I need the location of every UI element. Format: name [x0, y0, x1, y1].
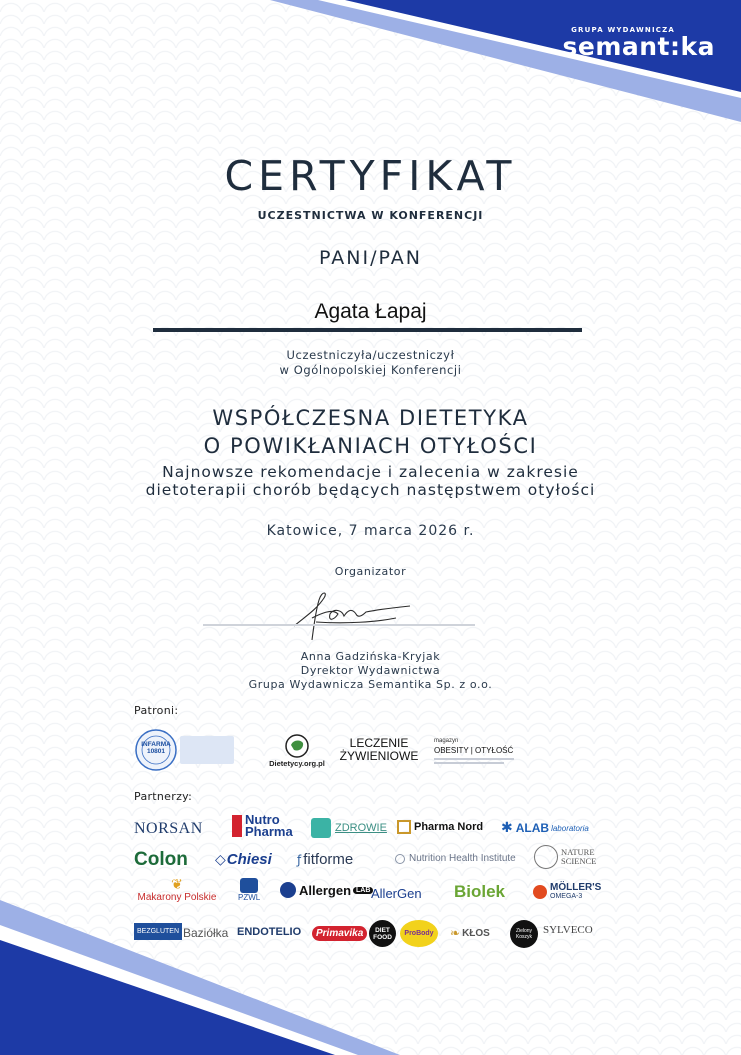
endotelio-text: ENDOTELIO	[237, 926, 302, 938]
patron-infarma-logo	[134, 728, 234, 772]
conference-title	[0, 404, 741, 460]
probody-text: ProBody	[404, 930, 434, 937]
patron-leczenie-logo	[336, 728, 422, 772]
partner-pharmanord-logo	[397, 820, 483, 834]
mollers-text-block	[550, 883, 601, 901]
participation-line-1: Uczestniczyła/uczestniczył	[286, 348, 455, 362]
nhi-circle-icon	[395, 854, 405, 864]
publisher-brand	[563, 26, 716, 61]
nature-science-seal-icon	[534, 845, 558, 869]
mollers-text: MÖLLER'S	[550, 882, 602, 893]
partner-baziolka-logo	[183, 926, 228, 940]
organizer-signature-block	[0, 650, 741, 692]
obesity-rule-2	[434, 762, 504, 764]
alab-text: ALAB	[515, 821, 550, 835]
chiesi-text: Chiesi	[226, 851, 272, 868]
conference-subtitle-line-2: dietoterapii chorób będących następstwem otyłości	[145, 481, 596, 499]
dietetycy-name: Dietetycy.org.pl	[269, 758, 325, 768]
organizer-role: Dyrektor Wydawnictwa	[300, 664, 441, 677]
partner-mollers-logo	[533, 883, 601, 901]
sylveco-text: SYLVECO	[543, 924, 593, 936]
partner-sylveco-logo	[543, 924, 593, 936]
partner-pzwl-logo	[238, 878, 260, 902]
norsan-text: NORSAN	[134, 820, 203, 837]
infarma-code: 10801	[146, 748, 166, 755]
dietetycy-globe-icon	[283, 733, 311, 759]
nhi-text: Nutrition Health Institute	[409, 853, 516, 864]
patron-dietetycy-logo	[269, 728, 325, 772]
bottom-left-blue-corner	[0, 940, 335, 1055]
conference-subtitle	[0, 463, 741, 499]
dietfood-text: DIET FOOD	[373, 926, 392, 941]
pzwl-mark-icon	[240, 878, 258, 893]
biolek-text: Biolek	[454, 882, 506, 901]
certificate-title: CERTYFIKAT	[224, 152, 517, 200]
conference-date: Katowice, 7 marca 2026 r.	[266, 523, 475, 539]
name-underline	[153, 328, 582, 332]
bezgluten-text: BEZGLUTEN	[134, 923, 182, 940]
infarma-banner	[180, 736, 234, 764]
partner-primavika-logo	[312, 926, 367, 941]
partner-endotelio-logo	[237, 926, 301, 938]
participation-line-2: w Ogólnopolskiej Konferencji	[279, 363, 462, 377]
partner-dietfood-logo	[369, 920, 396, 947]
patron-obesity-logo	[434, 728, 524, 772]
leczenie-line-1: LECZENIE	[349, 736, 409, 750]
zdrowie-text: ZDROWIE	[335, 822, 387, 834]
makarony-text: Makarony Polskie	[137, 892, 217, 903]
salutation: PANI/PAN	[319, 247, 422, 269]
conference-title-line-2: O POWIKŁANIACH OTYŁOŚCI	[203, 434, 538, 458]
partner-norsan-logo	[134, 820, 203, 838]
allergenlab-text: Allergen	[299, 882, 352, 898]
partner-alab-logo	[501, 820, 589, 836]
chiesi-mark-icon: ◇	[215, 851, 226, 868]
partners-label: Partnerzy:	[134, 790, 193, 803]
organizer-label: Organizator	[334, 565, 407, 578]
colon-text: Colon	[134, 849, 188, 870]
mollers-sub-text: OMEGA-3	[550, 893, 583, 900]
makarony-wheat-icon: ❦	[171, 877, 183, 893]
partner-chiesi-logo	[215, 851, 272, 868]
nutropharma-cross-icon	[232, 815, 242, 837]
patrons-logos	[134, 728, 534, 772]
partner-allergen-logo	[371, 886, 422, 901]
alab-sub-text: laboratoria	[551, 823, 589, 833]
allergen-text: AllerGen	[371, 886, 422, 901]
partner-nature-science-logo	[534, 845, 597, 869]
pharmanord-text: Pharma Nord	[414, 821, 484, 833]
signature-line	[203, 624, 475, 626]
partner-klos-logo	[450, 926, 490, 940]
nutropharma-text: Nutro Pharma	[245, 812, 293, 839]
baziolka-text: Baziółka	[183, 926, 229, 940]
partner-probody-logo	[400, 920, 438, 947]
fitforme-mark-icon: ƒ	[297, 852, 302, 867]
partner-zielony-logo	[510, 920, 538, 948]
signature-image	[286, 588, 416, 643]
mollers-badge-icon	[533, 885, 547, 899]
organizer-name: Anna Gadzińska-Kryjak	[300, 650, 441, 663]
partner-bezgluten-logo	[134, 923, 182, 940]
partner-colon-logo	[134, 849, 188, 871]
obesity-line-2: OBESITY | OTYŁOŚĆ	[434, 745, 514, 755]
zdrowie-leaf-icon	[311, 818, 331, 838]
patrons-label: Patroni:	[134, 704, 179, 717]
participation-text	[0, 348, 741, 378]
pharmanord-mark-icon	[397, 820, 411, 834]
alab-triangle-icon: ✱	[501, 820, 513, 836]
fitforme-text: fitforme	[303, 851, 354, 868]
infarma-name: INFARMA	[141, 741, 171, 748]
klos-wheat-icon: ❧	[450, 926, 461, 940]
partner-fitforme-logo	[297, 851, 353, 868]
brand-logo-text: semant:ka	[562, 32, 715, 61]
obesity-line-1: magazyn	[434, 737, 459, 744]
partner-makarony-logo	[134, 878, 220, 903]
partner-nutropharma-logo	[232, 814, 303, 838]
primavika-text: Primavika	[312, 926, 367, 941]
certificate-subtitle: UCZESTNICTWA W KONFERENCJI	[257, 209, 484, 222]
partner-nhi-logo	[395, 853, 516, 864]
nature-science-text: NATURE SCIENCE	[561, 847, 597, 866]
obesity-rule	[434, 758, 514, 760]
allergenlab-drop-icon	[280, 882, 296, 898]
participant-name: Agata Łapaj	[314, 300, 427, 323]
pzwl-text: PZWL	[238, 893, 261, 902]
conference-title-line-1: WSPÓŁCZESNA DIETETYKA	[212, 406, 529, 430]
allergenlab-sub-text: LAB	[353, 887, 373, 894]
partner-zdrowie-logo	[311, 818, 387, 838]
conference-subtitle-line-1: Najnowsze rekomendacje i zalecenia w zakresie	[162, 463, 579, 481]
partner-allergenlab-logo	[280, 882, 373, 898]
zielony-text: Zielony Koszyk	[515, 928, 533, 940]
partner-biolek-logo	[454, 882, 505, 902]
klos-text: KŁOS	[462, 927, 490, 939]
organizer-company: Grupa Wydawnicza Semantika Sp. z o.o.	[248, 678, 493, 691]
brand-small-text: GRUPA WYDAWNICZA	[571, 26, 675, 34]
leczenie-line-2: ŻYWIENIOWE	[339, 749, 419, 763]
